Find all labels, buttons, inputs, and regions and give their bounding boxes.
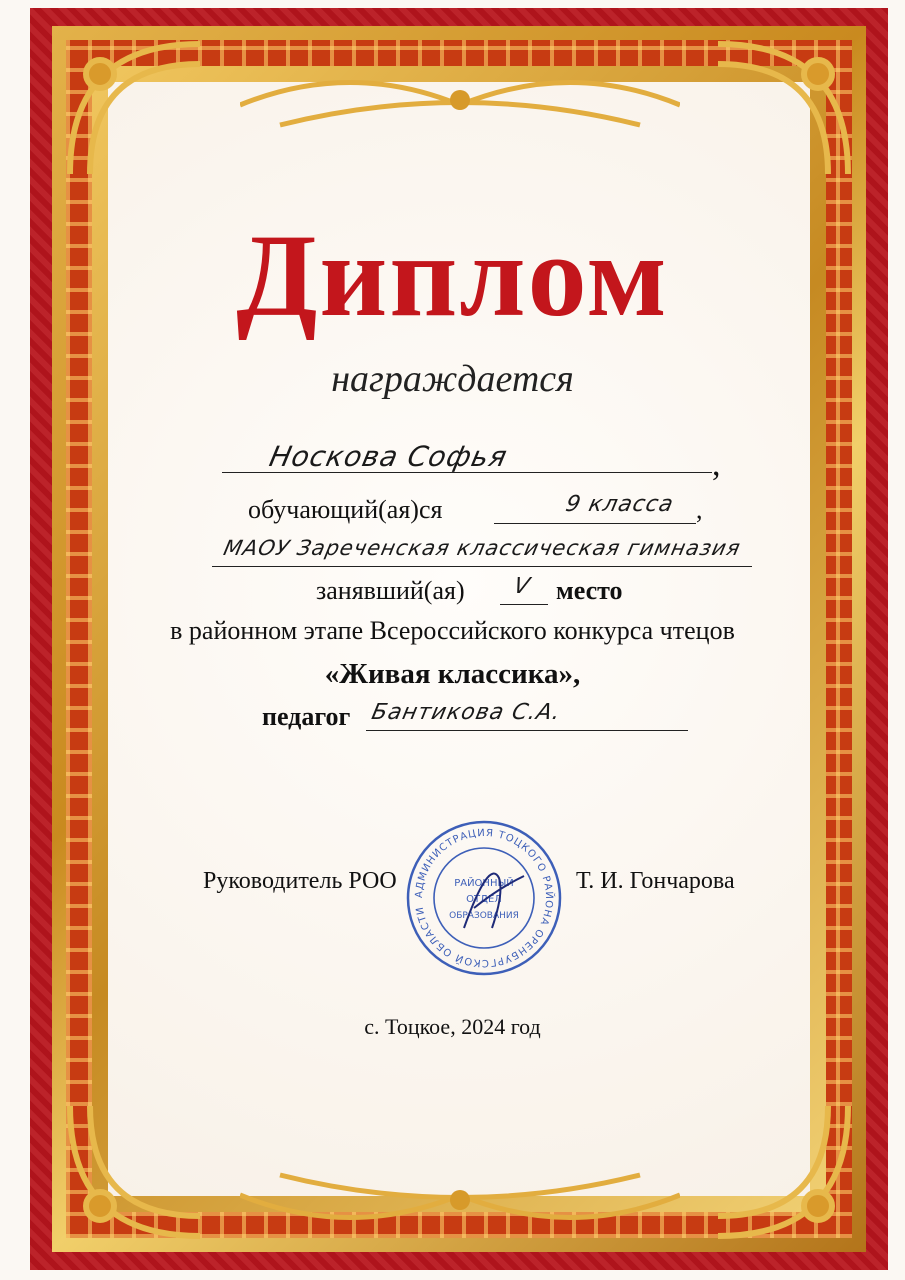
diploma-title: Диплом [236,210,669,341]
stamp-inner-line-1: РАЙОННЫЙ [454,878,514,889]
official-stamp [404,818,564,978]
name-comma: , [712,446,721,483]
school-line [212,566,752,567]
top-ornament [240,70,680,140]
school-name: МАОУ Зареченская классическая гимназия [221,536,744,560]
teacher-name: Бантикова С.А. [369,700,564,725]
corner-ornament-top-left [60,34,210,184]
contest-line: в районном этапе Всероссийского конкурса чтецов [170,616,735,645]
awarded-text: награждается [331,358,574,400]
place-date: с. Тоцкое, 2024 год [364,1014,541,1039]
teacher-line [366,730,688,731]
grade-line [494,523,696,524]
head-label: Руководитель РОО [203,868,397,894]
corner-ornament-bottom-left [60,1096,210,1246]
place-line [500,604,548,605]
student-name: Носкова Софья [266,440,511,473]
contest-name: «Живая классика», [324,658,581,690]
corner-ornament-top-right [708,34,858,184]
stamp-inner-line-2: ОТДЕЛ [466,894,502,905]
place-word: место [556,576,623,605]
teacher-label: педагог [262,702,351,731]
bottom-ornament [240,1160,680,1230]
grade-value: 9 класса [563,492,677,517]
stamp-inner-line-3: ОБРАЗОВАНИЯ [449,911,519,921]
place-label: занявший(ая) [316,576,465,605]
corner-ornament-bottom-right [708,1096,858,1246]
studying-label: обучающий(ая)ся [248,495,443,524]
place-value: V [511,574,533,599]
head-name: Т. И. Гончарова [576,868,735,894]
grade-comma: , [696,495,703,524]
stamp-outer-text: АДМИНИСТРАЦИЯ ТОЦКОГО РАЙОНА ОРЕНБУРГСКОЙ ОБЛАСТИ [413,827,555,969]
